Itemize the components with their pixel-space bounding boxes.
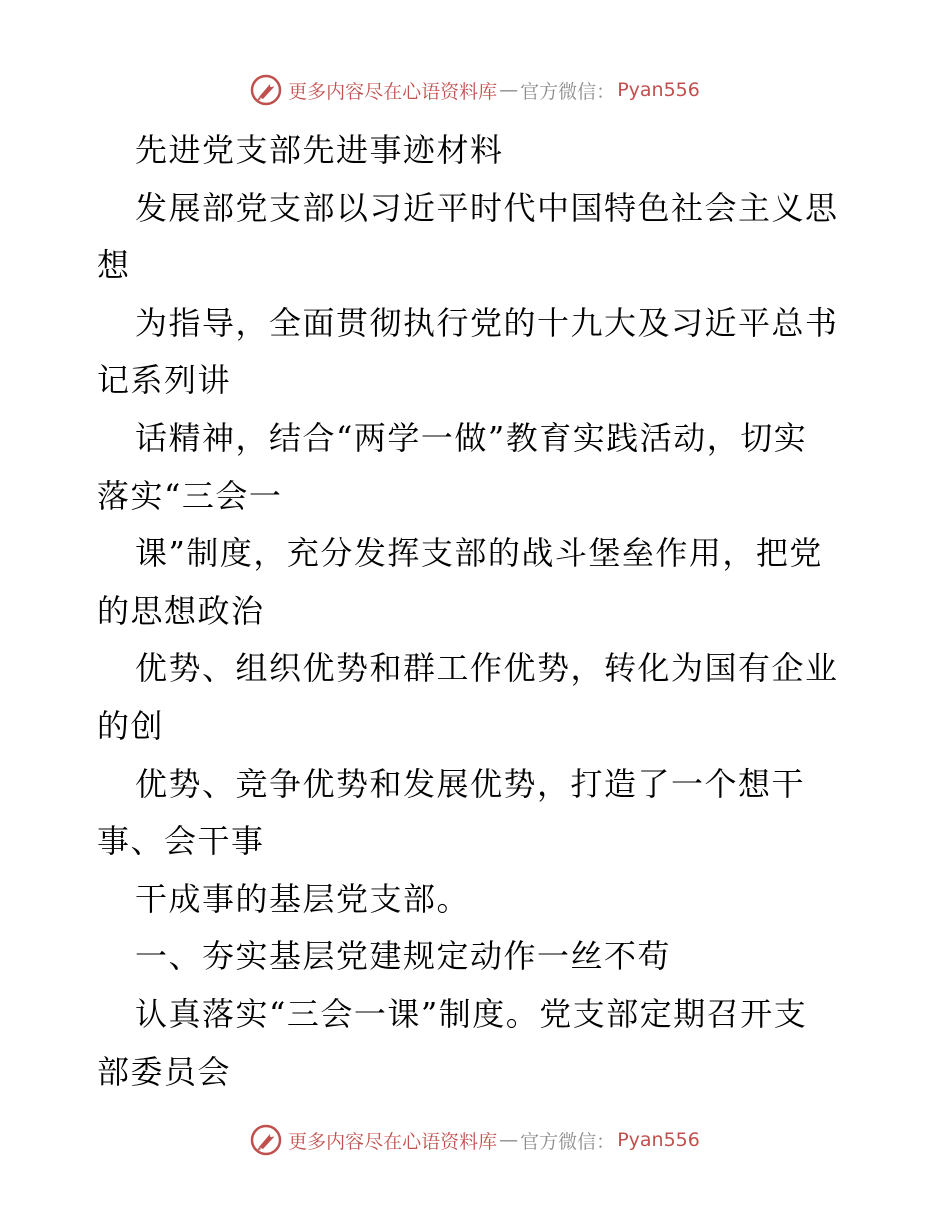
document-line: 落实“三会一 bbox=[97, 476, 283, 515]
document-line: 优势、组织优势和群工作优势，转化为国有企业 bbox=[135, 649, 839, 688]
header-wechat-label: 官方微信： bbox=[520, 80, 616, 103]
document-line: 记系列讲 bbox=[97, 361, 232, 400]
document-line: 部委员会 bbox=[97, 1052, 232, 1091]
header-banner bbox=[0, 70, 950, 110]
document-line: 事、会干事 bbox=[97, 822, 265, 861]
document-line: 的思想政治 bbox=[97, 591, 265, 630]
document-line: 一、夯实基层党建规定动作一丝不苟 bbox=[135, 937, 672, 976]
pen-nib-logo-icon bbox=[250, 74, 282, 106]
document-line: 干成事的基层党支部。 bbox=[135, 879, 471, 918]
pen-nib-logo-icon bbox=[250, 1124, 282, 1156]
document-line: 话精神，结合“两学一做”教育实践活动，切实 bbox=[135, 418, 808, 457]
header-wechat-id: Pyan556 bbox=[617, 79, 700, 101]
footer-wechat-id: Pyan556 bbox=[617, 1129, 700, 1151]
document-line: 为指导，全面贯彻执行党的十九大及习近平总书 bbox=[135, 303, 839, 342]
document-line: 课”制度，充分发挥支部的战斗堡垒作用，把党 bbox=[135, 534, 823, 573]
header-separator: — bbox=[499, 79, 519, 101]
document-line: 的创 bbox=[97, 706, 165, 745]
footer-brand-text: 更多内容尽在心语资料库 bbox=[288, 1130, 498, 1153]
header-brand-text: 更多内容尽在心语资料库 bbox=[288, 80, 498, 103]
document-line: 发展部党支部以习近平时代中国特色社会主义思 bbox=[135, 188, 839, 227]
footer-banner bbox=[0, 1120, 950, 1160]
footer-separator: — bbox=[499, 1129, 519, 1151]
footer-wechat-label: 官方微信： bbox=[520, 1130, 616, 1153]
document-line: 先进党支部先进事迹材料 bbox=[135, 131, 504, 169]
document-line: 优势、竞争优势和发展优势，打造了一个想干 bbox=[135, 764, 806, 803]
document-body bbox=[97, 122, 857, 1101]
document-line: 认真落实“三会一课”制度。党支部定期召开支 bbox=[135, 994, 808, 1033]
document-line: 想 bbox=[97, 246, 131, 285]
